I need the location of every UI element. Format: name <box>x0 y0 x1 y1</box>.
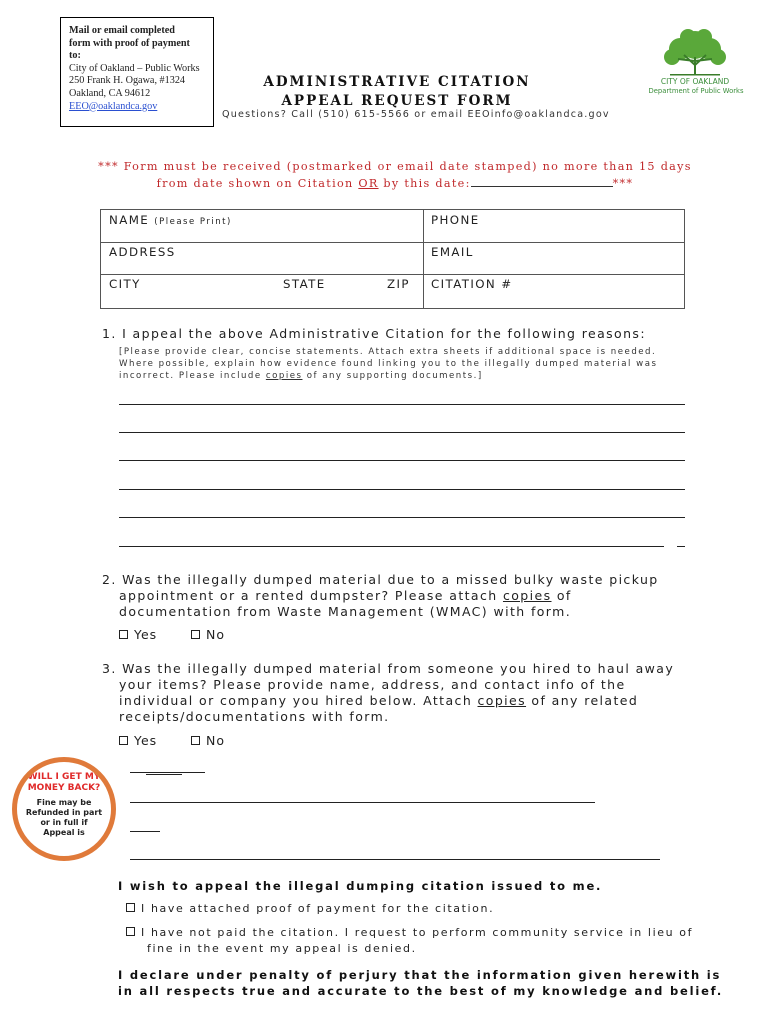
question-2 <box>102 572 659 620</box>
reason-line[interactable] <box>119 404 685 405</box>
reason-line[interactable] <box>119 460 685 461</box>
hauler-line[interactable] <box>130 772 205 773</box>
community-service-option[interactable] <box>126 925 693 957</box>
table-divider <box>101 242 684 243</box>
deadline-text: by this date: <box>378 177 471 190</box>
email-field[interactable]: EMAIL <box>431 245 474 259</box>
mail-address-line: 250 Frank H. Ogawa, #1324 <box>69 75 186 87</box>
form-title <box>222 73 572 111</box>
community-service-label: fine in the event my appeal is denied. <box>147 942 417 955</box>
paid-option[interactable] <box>126 901 494 917</box>
reason-line <box>677 546 685 547</box>
no-label: No <box>206 627 225 642</box>
mail-heading-line: form with proof of payment <box>69 37 190 49</box>
name-label: NAME <box>109 213 150 227</box>
hauler-line[interactable] <box>130 802 595 803</box>
form-title-line1: ADMINISTRATIVE CITATION <box>263 74 531 90</box>
q2-no-option[interactable] <box>191 627 225 642</box>
question-1-hint <box>119 346 657 382</box>
table-divider <box>423 210 424 308</box>
name-field[interactable] <box>109 213 232 227</box>
question-2-line <box>102 588 659 604</box>
name-hint: (Please Print) <box>154 217 232 227</box>
q3-yes-option[interactable] <box>119 733 157 748</box>
community-service-label: I have not paid the citation. I request to perform community service in lieu of <box>141 926 694 939</box>
q3-text: of any related <box>526 693 639 708</box>
hint-line: [Please provide clear, concise statements. Attach extra sheets if additional space is needed. <box>119 347 657 357</box>
badge-text: Fine may be <box>36 798 92 807</box>
hint-line: Where possible, explain how evidence found linking you to the illegally dumped material was <box>119 359 658 369</box>
reason-line[interactable] <box>119 489 685 490</box>
checkbox[interactable] <box>126 903 135 912</box>
form-title-line2: APPEAL REQUEST FORM <box>281 93 513 109</box>
citation-number-field[interactable]: CITATION # <box>431 277 513 291</box>
q2-text: of <box>551 588 572 603</box>
address-field[interactable]: ADDRESS <box>109 245 176 259</box>
hint-text: incorrect. Please include <box>119 371 266 381</box>
reason-line[interactable] <box>119 546 664 547</box>
yes-label: Yes <box>134 733 158 748</box>
q2-yes-option[interactable] <box>119 627 157 642</box>
badge-text: or in full if <box>40 818 88 827</box>
mail-heading-line: Mail or email completed <box>69 25 175 36</box>
deadline-notice <box>90 158 700 192</box>
deadline-line2 <box>90 175 700 192</box>
table-divider <box>101 274 684 275</box>
deadline-date-blank[interactable] <box>471 176 613 187</box>
zip-field[interactable]: ZIP <box>387 277 410 291</box>
question-1: 1. I appeal the above Administrative Citation for the following reasons: <box>102 326 646 341</box>
appeal-heading: I wish to appeal the illegal dumping citation issued to me. <box>118 879 603 893</box>
badge-heading <box>17 772 111 794</box>
logo-city-name: CITY OF OAKLAND <box>660 77 730 86</box>
mail-heading-line: to: <box>69 50 81 62</box>
mail-address-line: City of Oakland – Public Works <box>69 62 200 74</box>
mail-instructions-box <box>60 17 214 127</box>
phone-field[interactable]: PHONE <box>431 213 480 227</box>
hauler-line <box>146 774 182 775</box>
reason-line[interactable] <box>119 432 685 433</box>
question-3 <box>102 661 674 725</box>
deadline-or: OR <box>358 177 379 190</box>
reason-line[interactable] <box>119 517 685 518</box>
questions-contact: Questions? Call (510) 615-5566 or email EEOinfo@oaklandca.gov <box>222 109 610 120</box>
badge-text: Appeal is <box>43 828 85 837</box>
question-3-line: 3. Was the illegally dumped material from someone you hired to haul away <box>102 661 675 676</box>
question-2-line: 2. Was the illegally dumped material due to a missed bulky waste pickup <box>102 572 659 587</box>
declaration <box>118 967 723 999</box>
hauler-line[interactable] <box>130 831 160 832</box>
q3-no-option[interactable] <box>191 733 225 748</box>
no-label: No <box>206 733 225 748</box>
checkbox[interactable] <box>191 630 200 639</box>
mail-email-link[interactable]: EEO@oaklandca.gov <box>69 100 158 112</box>
declaration-line: in all respects true and accurate to the best of my knowledge and belief. <box>118 984 724 998</box>
q2-copies: copies <box>502 588 552 603</box>
hint-line <box>119 370 657 382</box>
applicant-info-table <box>100 209 685 309</box>
deadline-text: from date shown on Citation <box>156 177 359 190</box>
refund-badge <box>12 757 116 861</box>
city-field[interactable]: CITY <box>109 277 141 291</box>
badge-text: WILL I GET MY <box>27 772 101 782</box>
checkbox[interactable] <box>119 736 128 745</box>
checkbox[interactable] <box>119 630 128 639</box>
question-2-line: documentation from Waste Management (WMAC) with form. <box>119 604 572 619</box>
mail-address-line: Oakland, CA 94612 <box>69 87 151 99</box>
deadline-line1: *** Form must be received (postmarked or email date stamped) no more than 15 days <box>98 160 692 173</box>
checkbox[interactable] <box>126 927 135 936</box>
badge-text: MONEY BACK? <box>27 783 101 793</box>
checkbox[interactable] <box>191 736 200 745</box>
declaration-line: I declare under penalty of perjury that the information given herewith is <box>118 968 722 982</box>
badge-text: Refunded in part <box>25 808 103 817</box>
deadline-text: *** <box>612 177 634 190</box>
yes-label: Yes <box>134 627 158 642</box>
hint-copies: copies <box>265 371 303 381</box>
question-3-line: receipts/documentations with form. <box>119 709 390 724</box>
hint-text: of any supporting documents.] <box>302 371 483 381</box>
question-3-line <box>102 693 674 709</box>
logo-department: Department of Public Works <box>648 87 744 95</box>
state-field[interactable]: STATE <box>283 277 326 291</box>
hauler-line[interactable] <box>130 859 660 860</box>
q3-copies: copies <box>477 693 527 708</box>
question-3-line: your items? Please provide name, address, and contact info of the <box>119 677 626 692</box>
badge-body <box>17 798 111 838</box>
q3-text: individual or company you hired below. Attach <box>119 693 478 708</box>
q2-text: appointment or a rented dumpster? Please attach <box>119 588 503 603</box>
paid-option-label: I have attached proof of payment for the citation. <box>141 902 495 915</box>
